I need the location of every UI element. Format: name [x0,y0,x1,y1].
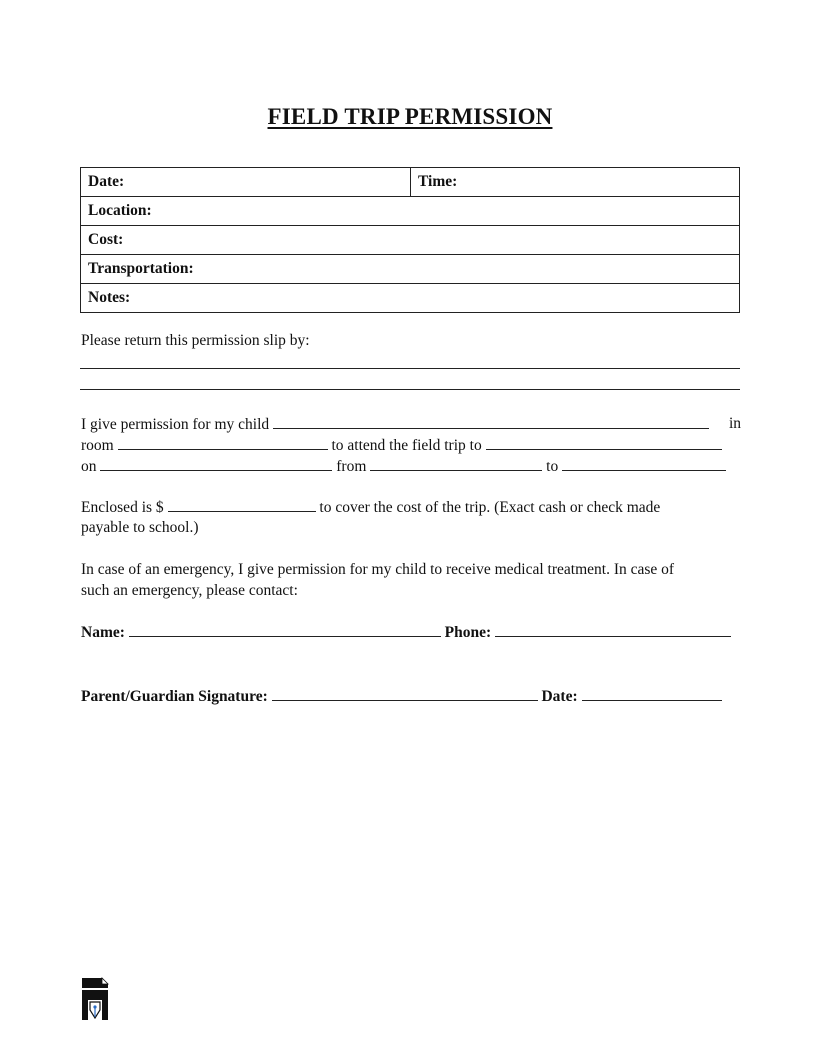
permission-line-1 [81,415,741,434]
permission-child-text: I give permission for my child [81,416,270,433]
enclosed-cost-text: to cover the cost of the trip. (Exact cash or check made [319,499,661,516]
trip-info-table [80,167,740,313]
enclosed-line-2: payable to school.) [81,519,199,536]
permission-line-3 [81,457,726,476]
cost-label: Cost: [88,231,124,248]
contact-phone-label: Phone: [444,624,492,641]
notes-field[interactable] [81,284,740,313]
notes-label: Notes: [88,289,131,306]
cost-row [81,226,740,255]
date-time-row [81,168,740,197]
contact-name-label: Name: [81,624,125,641]
contact-phone-blank[interactable] [495,623,731,637]
permission-on-text: on [81,458,97,475]
signature-date-label: Date: [541,688,578,705]
signature-date-blank[interactable] [582,687,722,701]
transportation-field[interactable] [81,255,740,284]
permission-line-2 [81,436,722,455]
permission-in-text: in [728,415,741,432]
signature-blank[interactable] [272,687,538,701]
room-blank[interactable] [118,436,328,450]
enclosed-amount-text: Enclosed is $ [81,499,164,516]
return-by-line-2[interactable] [80,389,740,390]
signature-line [81,687,722,706]
notes-row [81,284,740,313]
permission-to-text: to [546,458,559,475]
enclosed-line-1 [81,498,660,517]
trip-date-blank[interactable] [100,457,332,471]
transportation-row [81,255,740,284]
contact-name-blank[interactable] [129,623,441,637]
date-label: Date: [88,173,125,190]
emergency-line-2: such an emergency, please contact: [81,582,298,599]
trip-destination-blank[interactable] [486,436,722,450]
time-field[interactable] [411,168,740,197]
date-field[interactable] [81,168,411,197]
return-by-line-1[interactable] [80,368,740,369]
enclosed-amount-blank[interactable] [168,498,316,512]
contact-line [81,623,731,642]
form-title: FIELD TRIP PERMISSION [267,104,553,129]
permission-attend-text: to attend the field trip to [331,437,482,454]
pen-nib-logo-icon [80,976,110,1024]
location-field[interactable] [81,197,740,226]
to-time-blank[interactable] [562,457,726,471]
permission-room-text: room [81,437,114,454]
location-row [81,197,740,226]
transportation-label: Transportation: [88,260,194,277]
from-time-blank[interactable] [370,457,542,471]
location-label: Location: [88,202,152,219]
cost-field[interactable] [81,226,740,255]
child-name-blank[interactable] [273,415,709,429]
time-label: Time: [418,173,458,190]
emergency-line-1: In case of an emergency, I give permission for my child to receive medical treatment. In case of [81,561,675,578]
signature-label: Parent/Guardian Signature: [81,688,268,705]
return-by-text: Please return this permission slip by: [81,332,310,349]
permission-from-text: from [336,458,367,475]
